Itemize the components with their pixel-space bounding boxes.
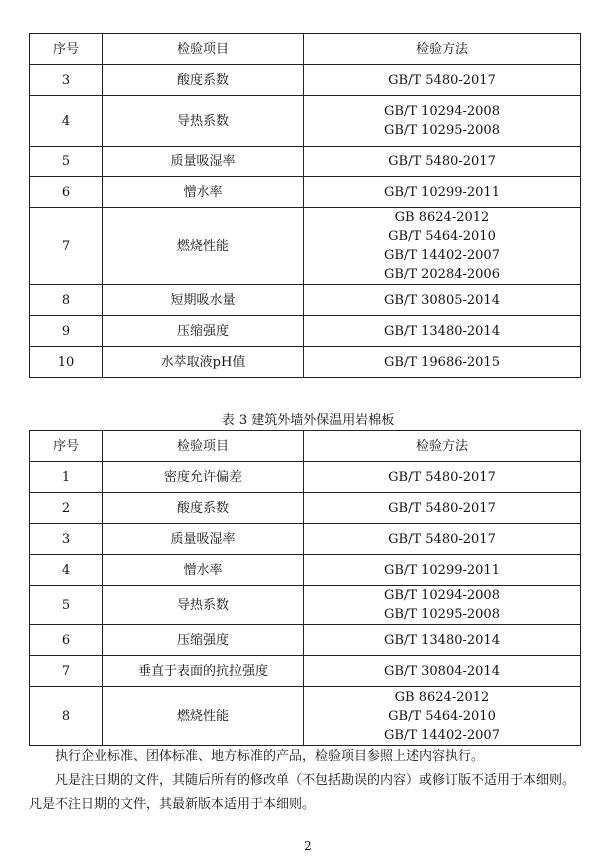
- table-3-caption: 表 3 建筑外墙外保温用岩棉板: [221, 413, 395, 428]
- inspection-method: [304, 285, 581, 316]
- row-number: 7: [30, 656, 103, 687]
- inspection-item: 酸度系数: [103, 493, 304, 524]
- header-number: 序号: [30, 34, 103, 65]
- page-number: 2: [304, 839, 312, 853]
- method-standard: GB/T 30804-2014: [384, 663, 500, 679]
- table-header-row: [30, 34, 581, 65]
- inspection-method: [304, 96, 581, 147]
- inspection-item: 垂直于表面的抗拉强度: [103, 656, 304, 687]
- inspection-method: [304, 555, 581, 586]
- inspection-item: 导热系数: [103, 96, 304, 147]
- method-standard: GB/T 10299-2011: [384, 562, 500, 578]
- row-number: 8: [30, 687, 103, 746]
- inspection-item: 压缩强度: [103, 625, 304, 656]
- row-number: 10: [30, 347, 103, 378]
- inspection-method: [304, 347, 581, 378]
- method-standard: GB/T 10294-2008: [384, 104, 500, 119]
- inspection-method: [304, 208, 581, 285]
- inspection-item: 水萃取液pH值: [103, 347, 304, 378]
- inspection-item: 燃烧性能: [103, 208, 304, 285]
- row-number: 9: [30, 316, 103, 347]
- inspection-item: 质量吸湿率: [103, 147, 304, 177]
- inspection-method: [304, 65, 581, 96]
- row-number: 7: [30, 208, 103, 285]
- notes: [29, 745, 585, 817]
- method-standard: GB/T 5464-2010: [388, 229, 496, 244]
- row-number: 3: [30, 65, 103, 96]
- method-standard: GB/T 5480-2017: [388, 154, 496, 169]
- header-method: 检验方法: [304, 431, 581, 462]
- table-row: [30, 656, 581, 687]
- method-standard: GB/T 5464-2010: [388, 708, 496, 724]
- table-row: [30, 65, 581, 96]
- note-line-1: 执行企业标准、团体标准、地方标准的产品，检验项目参照上述内容执行。: [55, 749, 485, 764]
- header-item: 检验项目: [103, 431, 304, 462]
- method-standard: GB 8624-2012: [394, 689, 490, 705]
- note-line-2: 凡是注日期的文件，其随后所有的修改单（不包括勘误的内容）或修订版不适用于本细则。凡是不注日期的文件，其最新版本适用于本细则。: [29, 773, 576, 812]
- inspection-method: [304, 586, 581, 625]
- table-row: [30, 524, 581, 555]
- method-standard: GB/T 10299-2011: [384, 184, 500, 200]
- inspection-item: 密度允许偏差: [103, 462, 304, 493]
- row-number: 4: [30, 96, 103, 147]
- method-standard: GB/T 19686-2015: [384, 354, 500, 370]
- table-row: [30, 347, 581, 378]
- table-row: [30, 285, 581, 316]
- inspection-item: 质量吸湿率: [103, 524, 304, 555]
- inspection-item: 憎水率: [103, 177, 304, 208]
- method-standard: GB/T 20284-2006: [384, 267, 500, 282]
- inspection-method: [304, 462, 581, 493]
- inspection-method: [304, 147, 581, 177]
- row-number: 5: [30, 586, 103, 625]
- row-number: 2: [30, 493, 103, 524]
- row-number: 6: [30, 625, 103, 656]
- method-standard: GB/T 5480-2017: [388, 500, 496, 516]
- table-row: [30, 96, 581, 147]
- inspection-method: [304, 177, 581, 208]
- inspection-item: 导热系数: [103, 586, 304, 625]
- method-standard: GB/T 5480-2017: [388, 531, 496, 547]
- inspection-item: 短期吸水量: [103, 285, 304, 316]
- inspection-method: [304, 656, 581, 687]
- inspection-method: [304, 316, 581, 347]
- header-item: 检验项目: [103, 34, 304, 65]
- method-standard: GB/T 14402-2007: [384, 727, 500, 743]
- table-row: [30, 147, 581, 177]
- method-standard: GB/T 14402-2007: [384, 248, 500, 263]
- table-row: [30, 625, 581, 656]
- inspection-item: 压缩强度: [103, 316, 304, 347]
- method-standard: GB/T 5480-2017: [388, 72, 496, 88]
- inspection-item: 燃烧性能: [103, 687, 304, 746]
- inspection-item: 憎水率: [103, 555, 304, 586]
- row-number: 5: [30, 147, 103, 177]
- header-method: 检验方法: [304, 34, 581, 65]
- row-number: 4: [30, 555, 103, 586]
- table-row: [30, 316, 581, 347]
- method-standard: GB/T 10295-2008: [384, 123, 500, 138]
- row-number: 8: [30, 285, 103, 316]
- table-row: [30, 177, 581, 208]
- method-standard: GB 8624-2012: [394, 210, 490, 225]
- row-number: 1: [30, 462, 103, 493]
- method-standard: GB/T 13480-2014: [384, 323, 500, 339]
- method-standard: GB/T 5480-2017: [388, 469, 496, 485]
- table-header-row: [30, 431, 581, 462]
- method-standard: GB/T 30805-2014: [384, 292, 500, 308]
- table-row: [30, 462, 581, 493]
- inspection-method: [304, 493, 581, 524]
- inspection-item: 酸度系数: [103, 65, 304, 96]
- table-row: [30, 687, 581, 746]
- method-standard: GB/T 13480-2014: [384, 632, 500, 648]
- table-row: [30, 208, 581, 285]
- inspection-method: [304, 687, 581, 746]
- table-row: [30, 493, 581, 524]
- row-number: 3: [30, 524, 103, 555]
- method-standard: GB/T 10294-2008: [384, 588, 500, 603]
- method-standard: GB/T 10295-2008: [384, 607, 500, 622]
- header-number: 序号: [30, 431, 103, 462]
- inspection-method: [304, 524, 581, 555]
- inspection-method: [304, 625, 581, 656]
- table-row: [30, 555, 581, 586]
- inspection-table-1: [29, 33, 581, 378]
- table-row: [30, 586, 581, 625]
- inspection-table-3: [29, 430, 581, 746]
- row-number: 6: [30, 177, 103, 208]
